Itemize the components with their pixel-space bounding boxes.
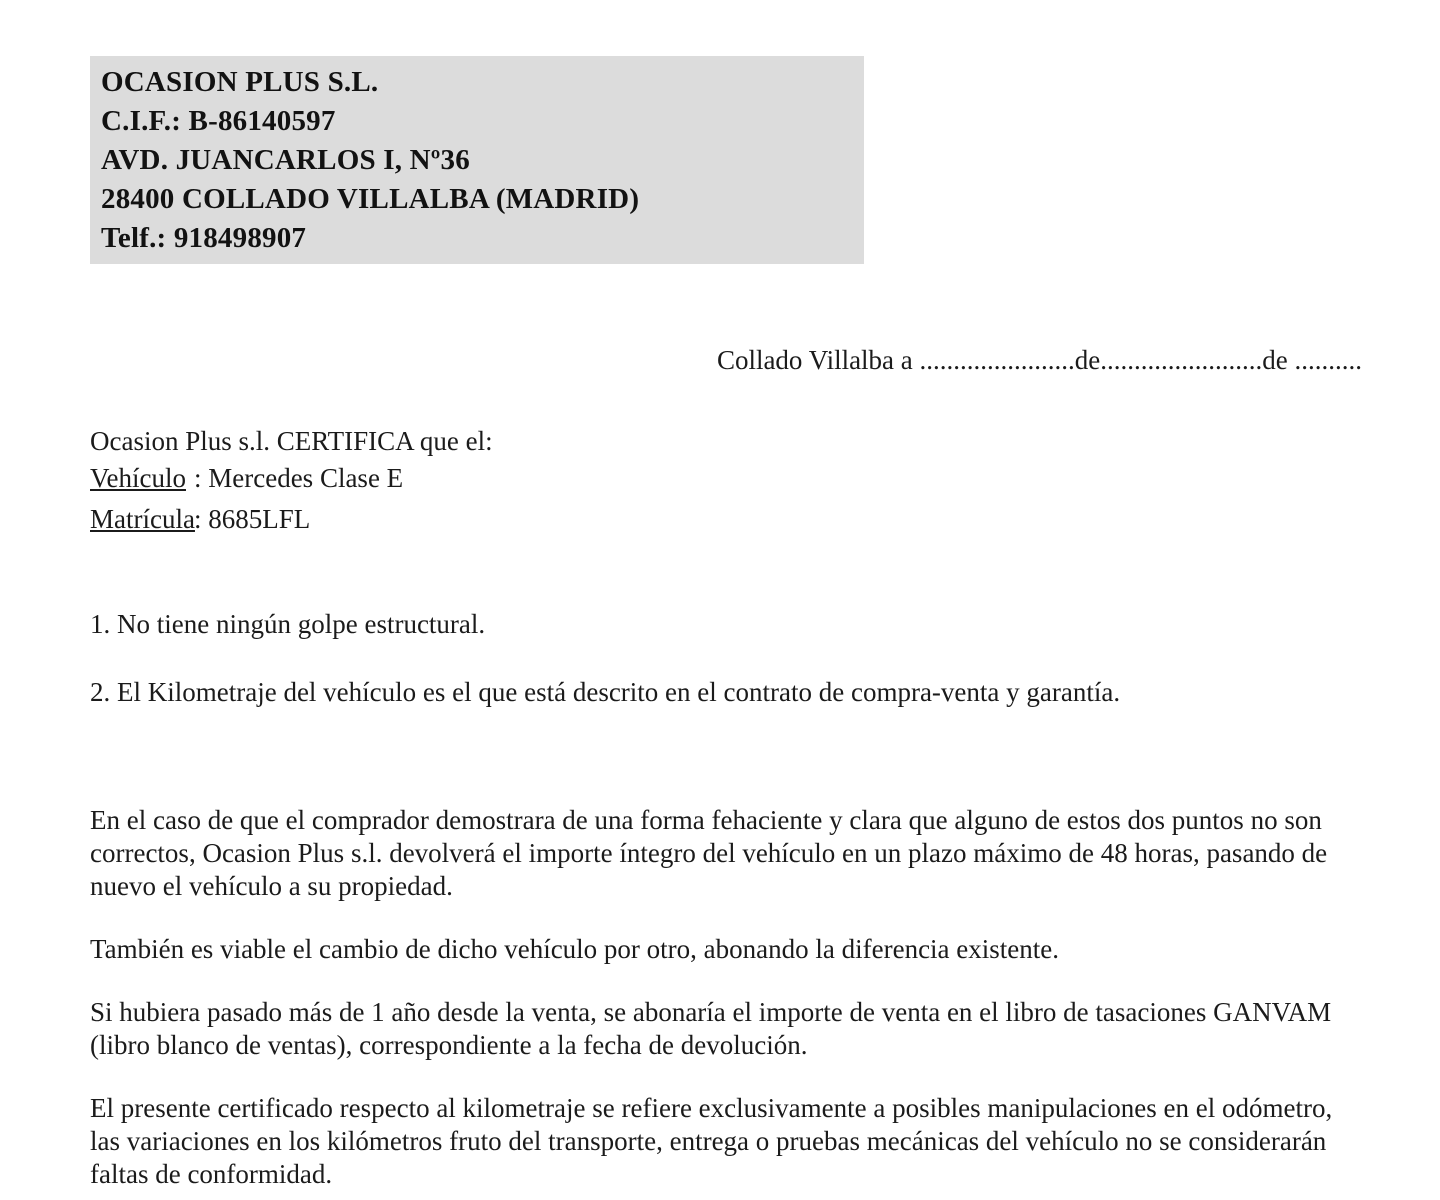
vehicle-label-cell: [90, 458, 194, 499]
body-paragraphs: [90, 804, 1362, 1191]
certify-section: [90, 424, 1362, 540]
company-phone: Telf.: 918498907: [101, 222, 307, 254]
company-address: AVD. JUANCARLOS I, Nº36: [101, 144, 470, 176]
plate-label-cell: [90, 499, 194, 540]
paragraph-refund: En el caso de que el comprador demostrara de una forma fehaciente y clara que alguno de estos dos puntos no son correctos, Ocasion Plus s.l. devolverá el importe íntegro del vehículo en un plazo máximo de 48 horas, pasando de nuevo el vehículo a su propiedad.: [90, 805, 1328, 901]
plate-row: [90, 499, 1362, 540]
plate-label: Matrícula: [90, 504, 195, 534]
company-name: OCASION PLUS S.L.: [101, 66, 379, 98]
certify-line: Ocasion Plus s.l. CERTIFICA que el:: [90, 426, 493, 456]
date-line: Collado Villalba a .......................de........................de ..........: [716, 345, 1362, 375]
point-1: 1. No tiene ningún golpe estructural.: [90, 609, 486, 639]
plate-value: : 8685LFL: [194, 504, 311, 534]
vehicle-label: Vehículo: [90, 463, 186, 493]
numbered-points: [90, 608, 1362, 709]
paragraph-disclaimer: El presente certificado respecto al kilometraje se refiere exclusivamente a posibles manipulaciones en el odómetro, las variaciones en los kilómetros fruto del transporte, entrega o pruebas mecánicas del vehículo no se considerarán faltas de conformidad.: [90, 1093, 1333, 1189]
paragraph-exchange: También es viable el cambio de dicho vehículo por otro, abonando la diferencia existente.: [90, 934, 1060, 964]
paragraph-ganvam: Si hubiera pasado más de 1 año desde la venta, se abonaría el importe de venta en el libro de tasaciones GANVAM (libro blanco de ventas), correspondiente a la fecha de devolución.: [90, 997, 1332, 1060]
vehicle-value: : Mercedes Clase E: [194, 463, 404, 493]
company-cif: C.I.F.: B-86140597: [101, 105, 336, 137]
letterhead-block: [90, 56, 864, 264]
point-2: 2. El Kilometraje del vehículo es el que está descrito en el contrato de compra-venta y garantía.: [90, 677, 1121, 707]
vehicle-row: [90, 458, 1362, 499]
company-city: 28400 COLLADO VILLALBA (MADRID): [101, 183, 640, 215]
